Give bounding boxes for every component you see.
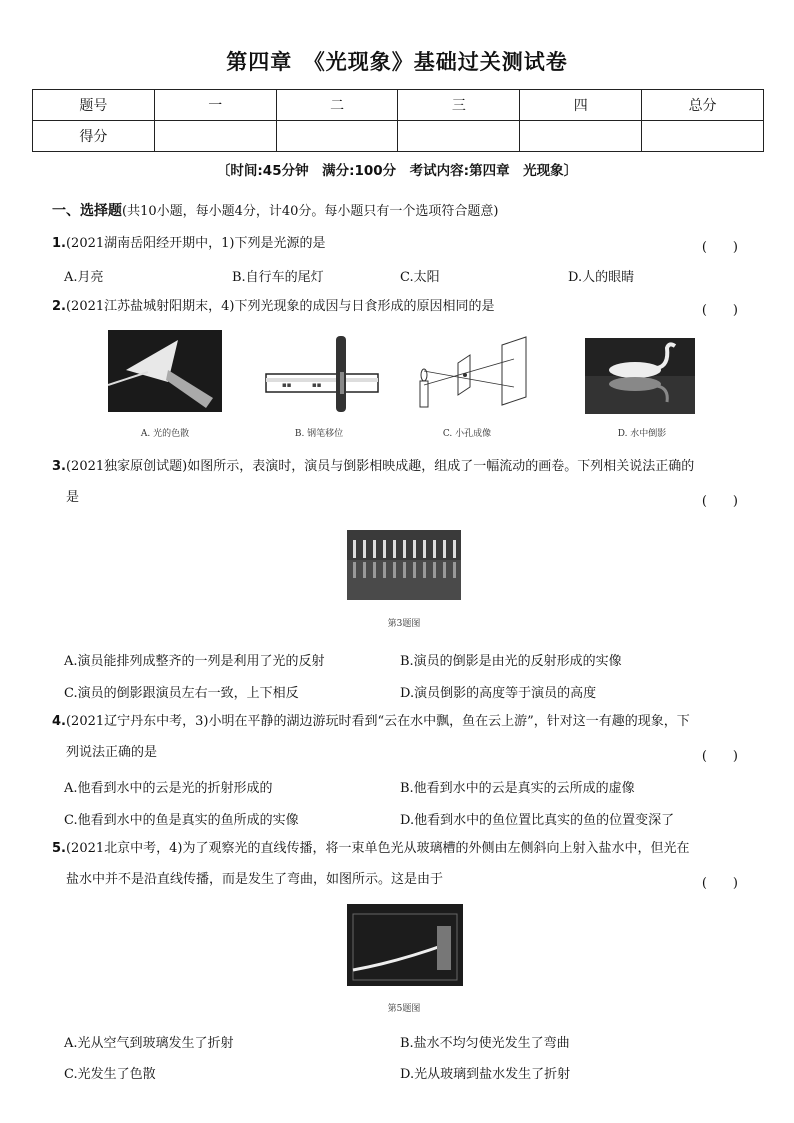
- score-table-header-row: [33, 90, 764, 121]
- score-cell: 总分: [642, 90, 764, 121]
- option-c[interactable]: C.演员的倒影跟演员左右一致，上下相反: [64, 686, 299, 701]
- question-number: 2.: [52, 299, 66, 314]
- option-b[interactable]: B.自行车的尾灯: [232, 270, 324, 285]
- question-text: (2021湖南岳阳经开期中，1)下列是光源的是: [65, 236, 326, 251]
- score-table: [32, 89, 764, 152]
- question-4: [52, 706, 752, 768]
- score-table-score-row: [33, 121, 764, 152]
- option-a[interactable]: A.光从空气到玻璃发生了折射: [64, 1036, 234, 1051]
- section-heading: [52, 200, 499, 220]
- answer-paren[interactable]: ( ): [701, 749, 738, 764]
- section-desc: (共10小题，每小题4分，计40分。每小题只有一个选项符合题意): [122, 204, 499, 219]
- question-text: (2021江苏盐城射阳期末，4)下列光现象的成因与日食形成的原因相同的是: [65, 299, 495, 314]
- option-d[interactable]: D.演员倒影的高度等于演员的高度: [400, 686, 597, 701]
- section-title: 一、选择题: [52, 203, 122, 219]
- answer-paren[interactable]: ( ): [701, 876, 738, 891]
- question-text-line2: 盐水中并不是沿直线传播，而是发生了弯曲，如图所示。这是由于: [66, 872, 444, 887]
- fig-caption: D. 水中倒影: [617, 429, 667, 439]
- option-b[interactable]: B.演员的倒影是由光的反射形成的实像: [400, 654, 622, 669]
- score-input-cell[interactable]: [642, 121, 764, 152]
- option-a[interactable]: A.演员能排列成整齐的一列是利用了光的反射: [64, 654, 325, 669]
- option-c[interactable]: C.光发生了色散: [64, 1067, 156, 1082]
- pinhole-camera-image: [410, 335, 532, 415]
- fig-caption: C. 小孔成像: [442, 429, 492, 439]
- question-text-line2: 列说法正确的是: [66, 745, 158, 760]
- light-bending-saltwater-image: [347, 904, 463, 986]
- option-c[interactable]: C.太阳: [400, 270, 440, 285]
- answer-paren[interactable]: ( ): [701, 303, 738, 318]
- score-input-cell[interactable]: [154, 121, 276, 152]
- question-text: (2021辽宁丹东中考，3)小明在平静的湖边游玩时看到“云在水中飘，鱼在云上游”，针对这一有趣的现象，下: [65, 714, 690, 729]
- answer-paren[interactable]: ( ): [701, 494, 738, 509]
- question-text: (2021独家原创试题)如图所示，表演时，演员与倒影相映成趣，组成了一幅流动的画卷。下列相关说法正确的: [65, 459, 695, 474]
- option-d[interactable]: D.他看到水中的鱼位置比真实的鱼的位置变深了: [400, 813, 675, 828]
- swan-reflection-image: [585, 338, 695, 414]
- dancers-reflection-image: [347, 530, 461, 600]
- option-a[interactable]: A.月亮: [64, 270, 104, 285]
- score-cell: 一: [154, 90, 276, 121]
- option-d[interactable]: D.人的眼睛: [568, 270, 635, 285]
- question-2: [52, 291, 752, 322]
- score-input-cell[interactable]: [398, 121, 520, 152]
- question-1: [52, 228, 752, 259]
- score-cell: 得分: [33, 121, 155, 152]
- question-text-line2: 是: [66, 490, 80, 505]
- score-cell: 题号: [33, 90, 155, 121]
- question-3: [52, 451, 752, 513]
- fig-caption: 第5题图: [387, 1004, 421, 1014]
- pen-displacement-image: [262, 332, 382, 414]
- score-cell: 四: [520, 90, 642, 121]
- score-cell: 二: [276, 90, 398, 121]
- question-number: 5.: [52, 841, 66, 856]
- prism-dispersion-image: [108, 330, 222, 412]
- option-b[interactable]: B.盐水不均匀使光发生了弯曲: [400, 1036, 570, 1051]
- fig-caption: B. 钢笔移位: [294, 429, 344, 439]
- option-a[interactable]: A.他看到水中的云是光的折射形成的: [64, 781, 273, 796]
- option-b[interactable]: B.他看到水中的云是真实的云所成的虚像: [400, 781, 635, 796]
- question-text: (2021北京中考，4)为了观察光的直线传播，将一束单色光从玻璃槽的外侧由左侧斜向上射入盐水中，但光在: [65, 841, 690, 856]
- score-cell: 三: [398, 90, 520, 121]
- question-number: 4.: [52, 714, 66, 729]
- option-d[interactable]: D.光从玻璃到盐水发生了折射: [400, 1067, 571, 1082]
- page-title: 第四章 《光现象》基础过关测试卷: [226, 50, 568, 74]
- score-input-cell[interactable]: [520, 121, 642, 152]
- question-number: 1.: [52, 236, 66, 251]
- exam-info: 〔时间:45分钟 满分:100分 考试内容:第四章 光现象〕: [216, 163, 578, 179]
- question-5: [52, 833, 752, 895]
- question-number: 3.: [52, 459, 66, 474]
- svg-text:▪▪: ▪▪: [282, 381, 292, 389]
- option-c[interactable]: C.他看到水中的鱼是真实的鱼所成的实像: [64, 813, 299, 828]
- fig-caption: 第3题图: [387, 619, 421, 629]
- answer-paren[interactable]: ( ): [701, 240, 738, 255]
- fig-caption: A. 光的色散: [140, 429, 190, 439]
- svg-text:▪▪: ▪▪: [312, 381, 322, 389]
- score-input-cell[interactable]: [276, 121, 398, 152]
